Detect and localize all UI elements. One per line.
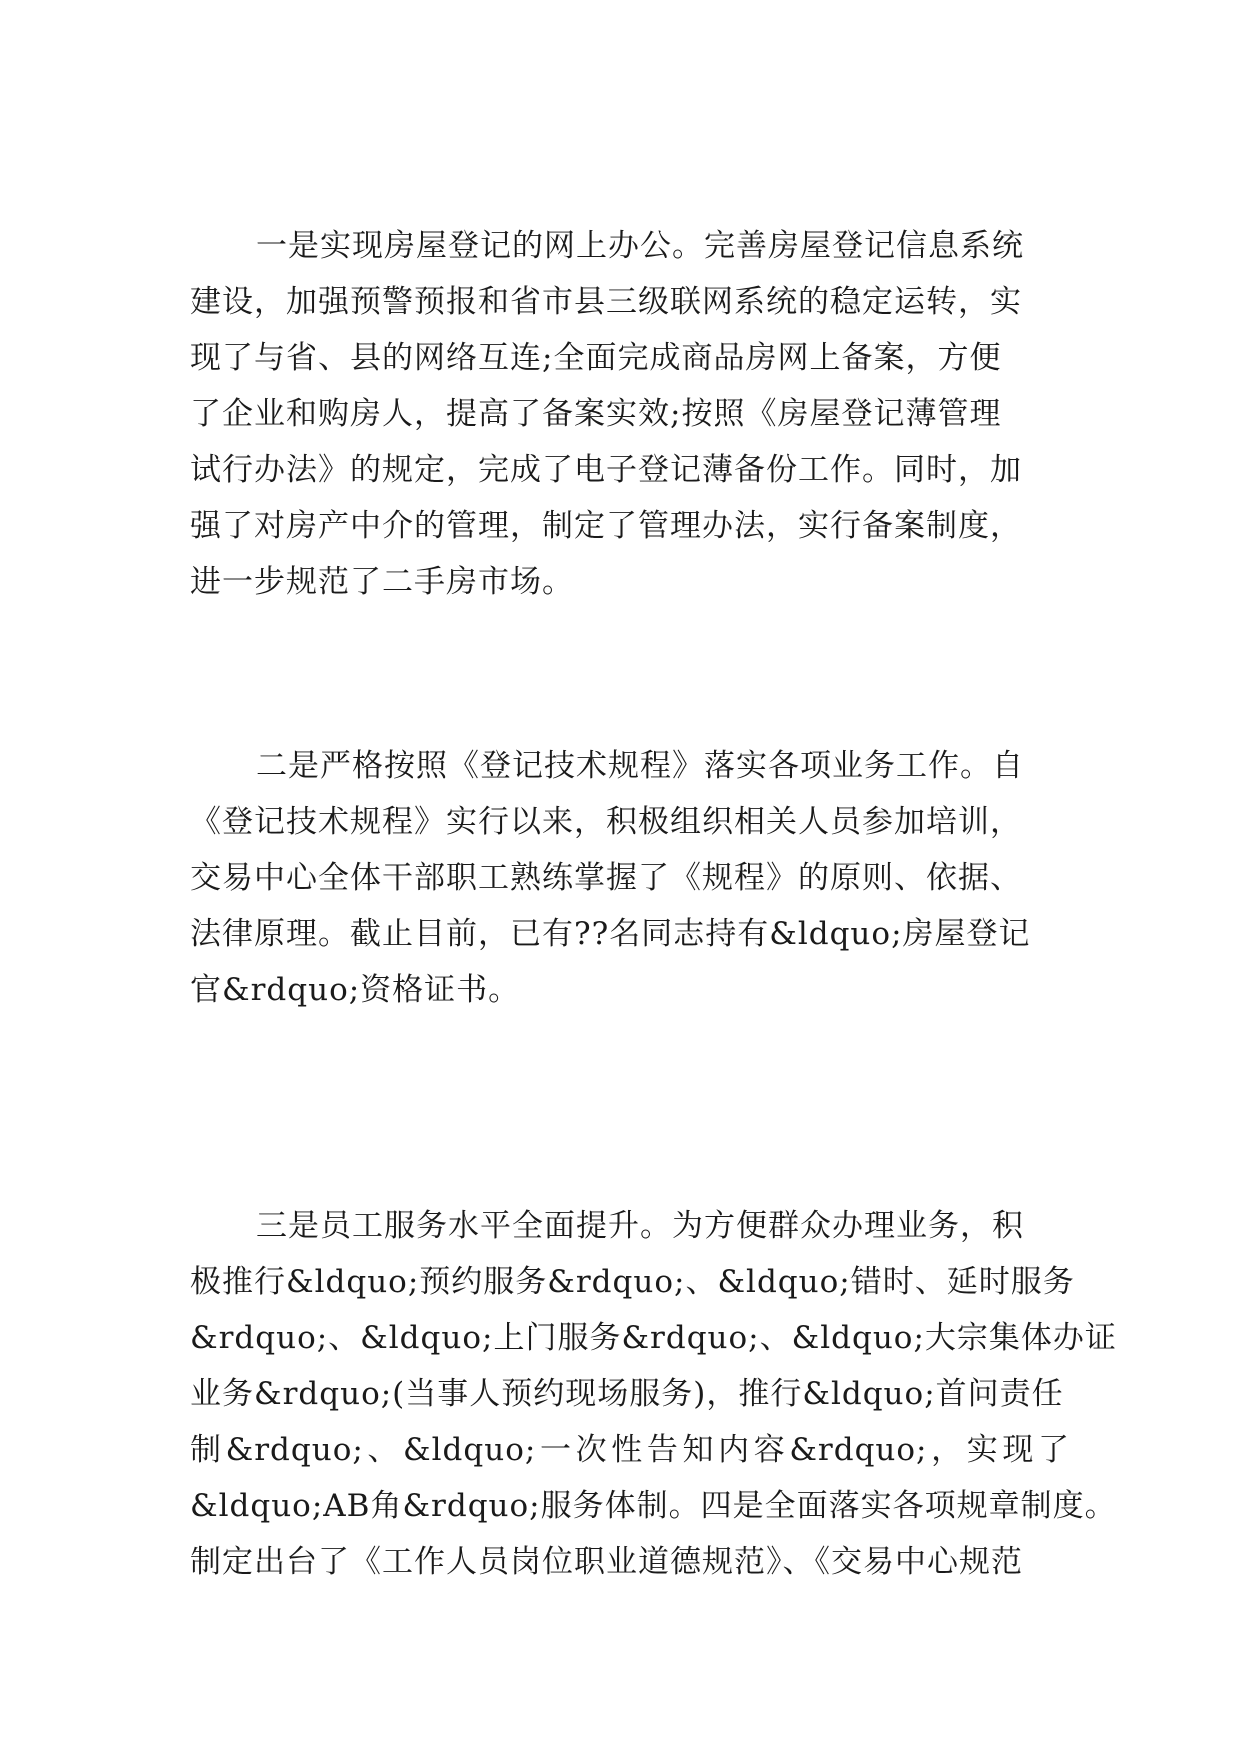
paragraph-line: 强了对房产中介的管理，制定了管理办法，实行备案制度， [190, 508, 1022, 544]
paragraph-line: 二是严格按照《登记技术规程》落实各项业务工作。自 [256, 748, 1024, 784]
paragraph-2 [190, 738, 1070, 1018]
paragraph-line: &rdquo;、&ldquo;上门服务&rdquo;、&ldquo;大宗集体办证 [190, 1320, 1117, 1356]
paragraph-line: 交易中心全体干部职工熟练掌握了《规程》的原则、依据、 [190, 860, 1022, 896]
paragraph-line: 现了与省、县的网络互连;全面完成商品房网上备案，方便 [190, 340, 1002, 376]
paragraph-3 [190, 1198, 1117, 1590]
paragraph-line: 进一步规范了二手房市场。 [190, 564, 574, 600]
paragraph-line: 官&rdquo;资格证书。 [190, 972, 521, 1008]
paragraph-line: 一是实现房屋登记的网上办公。完善房屋登记信息系统 [256, 228, 1024, 264]
paragraph-line: 了企业和购房人，提高了备案实效;按照《房屋登记薄管理 [190, 396, 1002, 432]
paragraph-1 [190, 218, 1070, 610]
paragraph-line: 试行办法》的规定，完成了电子登记薄备份工作。同时，加 [190, 452, 1022, 488]
paragraph-line: 法律原理。截止目前，已有??名同志持有&ldquo;房屋登记 [190, 916, 1031, 952]
paragraph-line: 业务&rdquo;(当事人预约现场服务)，推行&ldquo;首问责任 [190, 1376, 1064, 1412]
paragraph-line: 制定出台了《工作人员岗位职业道德规范》、《交易中心规范 [190, 1544, 1023, 1580]
paragraph-line: 《登记技术规程》实行以来，积极组织相关人员参加培训， [190, 804, 1022, 840]
paragraph-line: 建设，加强预警预报和省市县三级联网系统的稳定运转，实 [190, 284, 1022, 320]
paragraph-line: &ldquo;AB角&rdquo;服务体制。四是全面落实各项规章制度。 [190, 1488, 1117, 1524]
paragraph-line: 三是员工服务水平全面提升。为方便群众办理业务，积 [256, 1208, 1024, 1244]
paragraph-line: 极推行&ldquo;预约服务&rdquo;、&ldquo;错时、延时服务 [190, 1264, 1075, 1300]
paragraph-line: 制&rdquo;、&ldquo;一次性告知内容&rdquo;，实现了 [190, 1432, 1070, 1468]
